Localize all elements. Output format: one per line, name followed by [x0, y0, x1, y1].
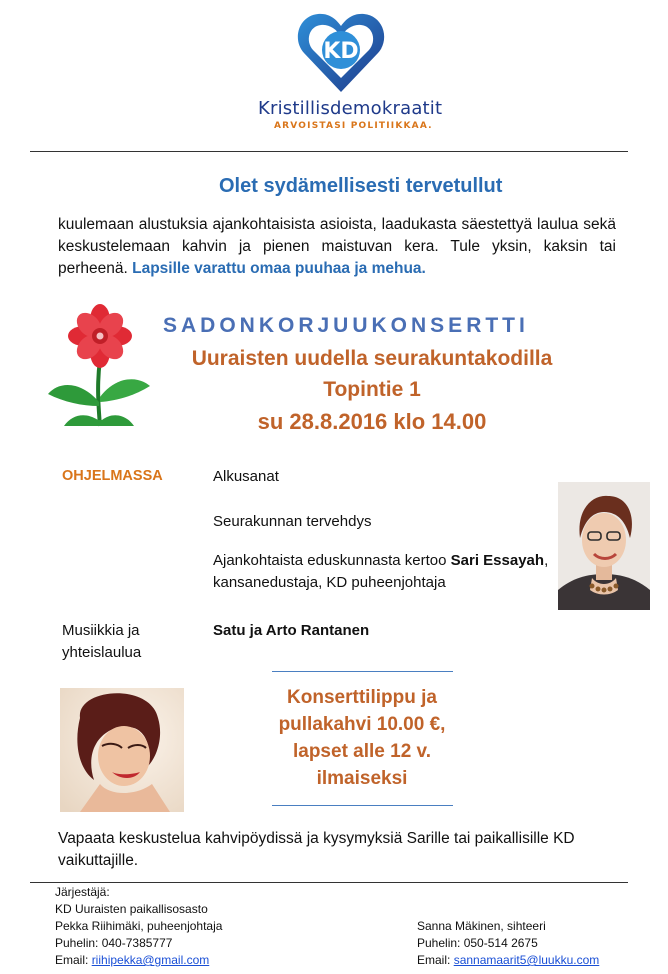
concert-title: SADONKORJUUKONSERTTI: [163, 314, 529, 337]
welcome-heading: Olet sydämellisesti tervetullut: [219, 175, 503, 197]
email-label: Email:: [417, 953, 454, 967]
ticket-bottom-line: [272, 805, 453, 806]
event-venue: Uuraisten uudella seurakuntakodilla: [191, 347, 553, 370]
logo-slogan: ARVOISTASI POLITIIKKAA.: [274, 121, 433, 131]
flower-illustration: [42, 302, 157, 432]
secretary-email-link[interactable]: sannamaarit5@luukku.com: [453, 953, 600, 967]
chair-phone: Puhelin: 040-7385777: [55, 936, 173, 950]
ticket-line: ilmaiseksi: [316, 768, 408, 789]
secretary-phone: Puhelin: 050-514 2675: [417, 936, 538, 950]
svg-text:KD: KD: [323, 39, 359, 64]
program-item: Alkusanat: [213, 468, 279, 485]
intro-highlight: Lapsille varattu omaa puuhaa ja mehua.: [132, 260, 426, 277]
intro-text: kuulemaan alustuksia ajankohtaisista asioista, laadukasta säestettyä laulua sekä keskustelemaan kahvin ja pienen maistuvan kera. Tule yksin, kaksin tai perheenä.: [58, 216, 616, 277]
speaker-photo: [558, 482, 650, 610]
heart-logo-icon: [296, 8, 386, 96]
footer-secretary: [417, 918, 599, 969]
music-label-line: Musiikkia ja: [62, 622, 140, 639]
chair-email-row: [55, 952, 222, 969]
chair-name: Pekka Riihimäki, puheenjohtaja: [55, 919, 223, 933]
ticket-line: lapset alle 12 v.: [292, 741, 431, 762]
organizer-label: Järjestäjä:: [55, 885, 110, 899]
header-divider: [30, 151, 628, 152]
musicians: Satu ja Arto Rantanen: [213, 622, 370, 639]
music-label-line: yhteislaulua: [62, 644, 142, 661]
chair-email-link[interactable]: riihipekka@gmail.com: [91, 953, 210, 967]
logo-wordmark: Kristillisdemokraatit: [258, 98, 443, 119]
kd-logo: [296, 8, 386, 96]
event-datetime: su 28.8.2016 klo 14.00: [257, 409, 487, 434]
speaker-portrait-icon: [558, 482, 650, 610]
ticket-top-line: [272, 671, 453, 672]
footer-divider: [30, 882, 628, 883]
closing-paragraph: [58, 828, 575, 872]
program-item: Seurakunnan tervehdys: [213, 513, 372, 530]
ticket-info: [262, 684, 462, 792]
intro-paragraph: [58, 214, 616, 280]
singer-portrait-icon: [60, 688, 184, 812]
secretary-name: Sanna Mäkinen, sihteeri: [417, 919, 546, 933]
program-label: OHJELMASSA: [62, 468, 163, 484]
speaker-name: Sari Essayah: [450, 552, 545, 569]
closing-line: Vapaata keskustelua kahvipöydissä ja kysymyksiä Sarille tai paikallisille KD: [58, 830, 575, 847]
organizer-name: KD Uuraisten paikallisosasto: [55, 902, 208, 916]
ticket-line: pullakahvi 10.00 €,: [278, 714, 446, 735]
speaker-prefix: Ajankohtaista eduskunnasta kertoo: [213, 552, 451, 569]
speaker-role: kansanedustaja, KD puheenjohtaja: [213, 574, 446, 591]
secretary-email-row: [417, 952, 599, 969]
speaker-suffix: ,: [544, 552, 549, 569]
event-address: Topintie 1: [323, 378, 421, 401]
email-label: Email:: [55, 953, 92, 967]
footer-organizer: [55, 884, 222, 969]
ticket-line: Konserttilippu ja: [287, 687, 437, 708]
music-label: [62, 620, 141, 664]
singer-photo: [60, 688, 184, 812]
flower-icon: [42, 302, 157, 432]
closing-line: vaikuttajille.: [58, 852, 139, 869]
program-speaker: [213, 550, 563, 594]
